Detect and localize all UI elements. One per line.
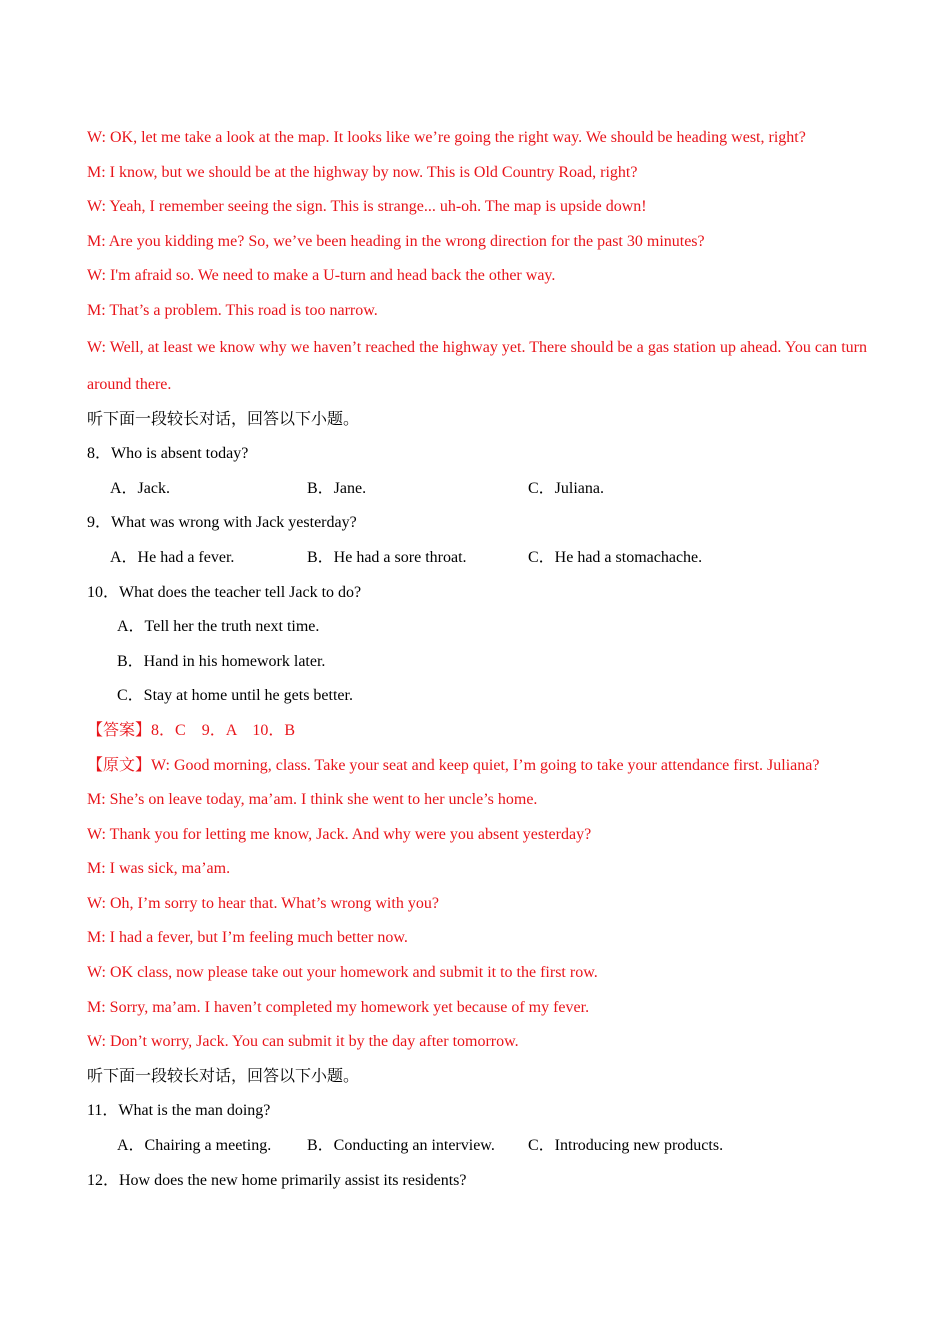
answer-text: 8．C 9．A 10．B [151,721,296,739]
option-c[interactable]: C．He had a stomachache. [528,548,703,566]
transcript-line: W: OK class, now please take out your homework and submit it to the first row. [87,964,598,982]
question-8-stem: 8．Who is absent today? [87,445,249,463]
question-12-stem: 12．How does the new home primarily assist its residents? [87,1171,467,1189]
option-a[interactable]: A．Tell her the truth next time. [117,618,320,636]
document-page [87,121,867,1198]
option-a[interactable]: A．Jack. [110,479,170,497]
question-9-options [87,541,867,576]
question-11-options [87,1129,867,1164]
transcript-line: M: I was sick, ma’am. [87,860,231,878]
option-b[interactable]: B．Jane. [307,479,367,497]
question-10-stem: 10．What does the teacher tell Jack to do? [87,583,362,601]
dialogue-line: W: Yeah, I remember seeing the sign. This is strange... uh-oh. The map is upside down! [87,198,647,216]
option-b[interactable]: B．He had a sore throat. [307,548,467,566]
option-b[interactable]: B．Hand in his homework later. [117,652,326,670]
dialogue-line: M: Are you kidding me? So, we’ve been heading in the wrong direction for the past 30 minutes? [87,232,705,250]
section-instruction: 听下面一段较长对话，回答以下小题。 [87,410,360,428]
option-c[interactable]: C．Stay at home until he gets better. [117,687,353,705]
option-b[interactable]: B．Conducting an interview. [307,1137,495,1155]
transcript-line: M: She’s on leave today, ma’am. I think she went to her uncle’s home. [87,791,538,809]
answer-line [87,714,867,749]
question-9-stem: 9．What was wrong with Jack yesterday? [87,514,357,532]
dialogue-line: M: I know, but we should be at the highway by now. This is Old Country Road, right? [87,163,638,181]
answer-label: 【答案】 [87,721,152,739]
dialogue-line: W: OK, let me take a look at the map. It looks like we’re going the right way. We should be heading west, right? [87,129,806,146]
option-c[interactable]: C．Introducing new products. [528,1137,724,1155]
transcript-first-line [87,749,867,784]
option-a[interactable]: A．He had a fever. [110,548,235,566]
option-c[interactable]: C．Juliana. [528,479,604,497]
dialogue-line: W: I'm afraid so. We need to make a U-turn and head back the other way. [87,267,556,285]
question-8-options [87,472,867,507]
question-11-stem: 11．What is the man doing? [87,1102,271,1120]
dialogue-line: W: Well, at least we know why we haven’t reached the highway yet. There should be a gas station up ahead. You can turn around there. [87,338,867,393]
transcript-text: W: Good morning, class. Take your seat and keep quiet, I’m going to take your attendance first. Juliana? [151,756,820,774]
option-a[interactable]: A．Chairing a meeting. [117,1137,272,1155]
transcript-line: M: Sorry, ma’am. I haven’t completed my homework yet because of my fever. [87,998,590,1016]
transcript-label: 【原文】 [87,756,152,774]
transcript-line: M: I had a fever, but I’m feeling much better now. [87,929,408,947]
transcript-line: W: Thank you for letting me know, Jack. And why were you absent yesterday? [87,825,592,843]
dialogue-line: M: That’s a problem. This road is too narrow. [87,301,378,319]
section-instruction: 听下面一段较长对话，回答以下小题。 [87,1067,360,1085]
transcript-line: W: Don’t worry, Jack. You can submit it by the day after tomorrow. [87,1033,519,1051]
transcript-line: W: Oh, I’m sorry to hear that. What’s wrong with you? [87,894,439,912]
